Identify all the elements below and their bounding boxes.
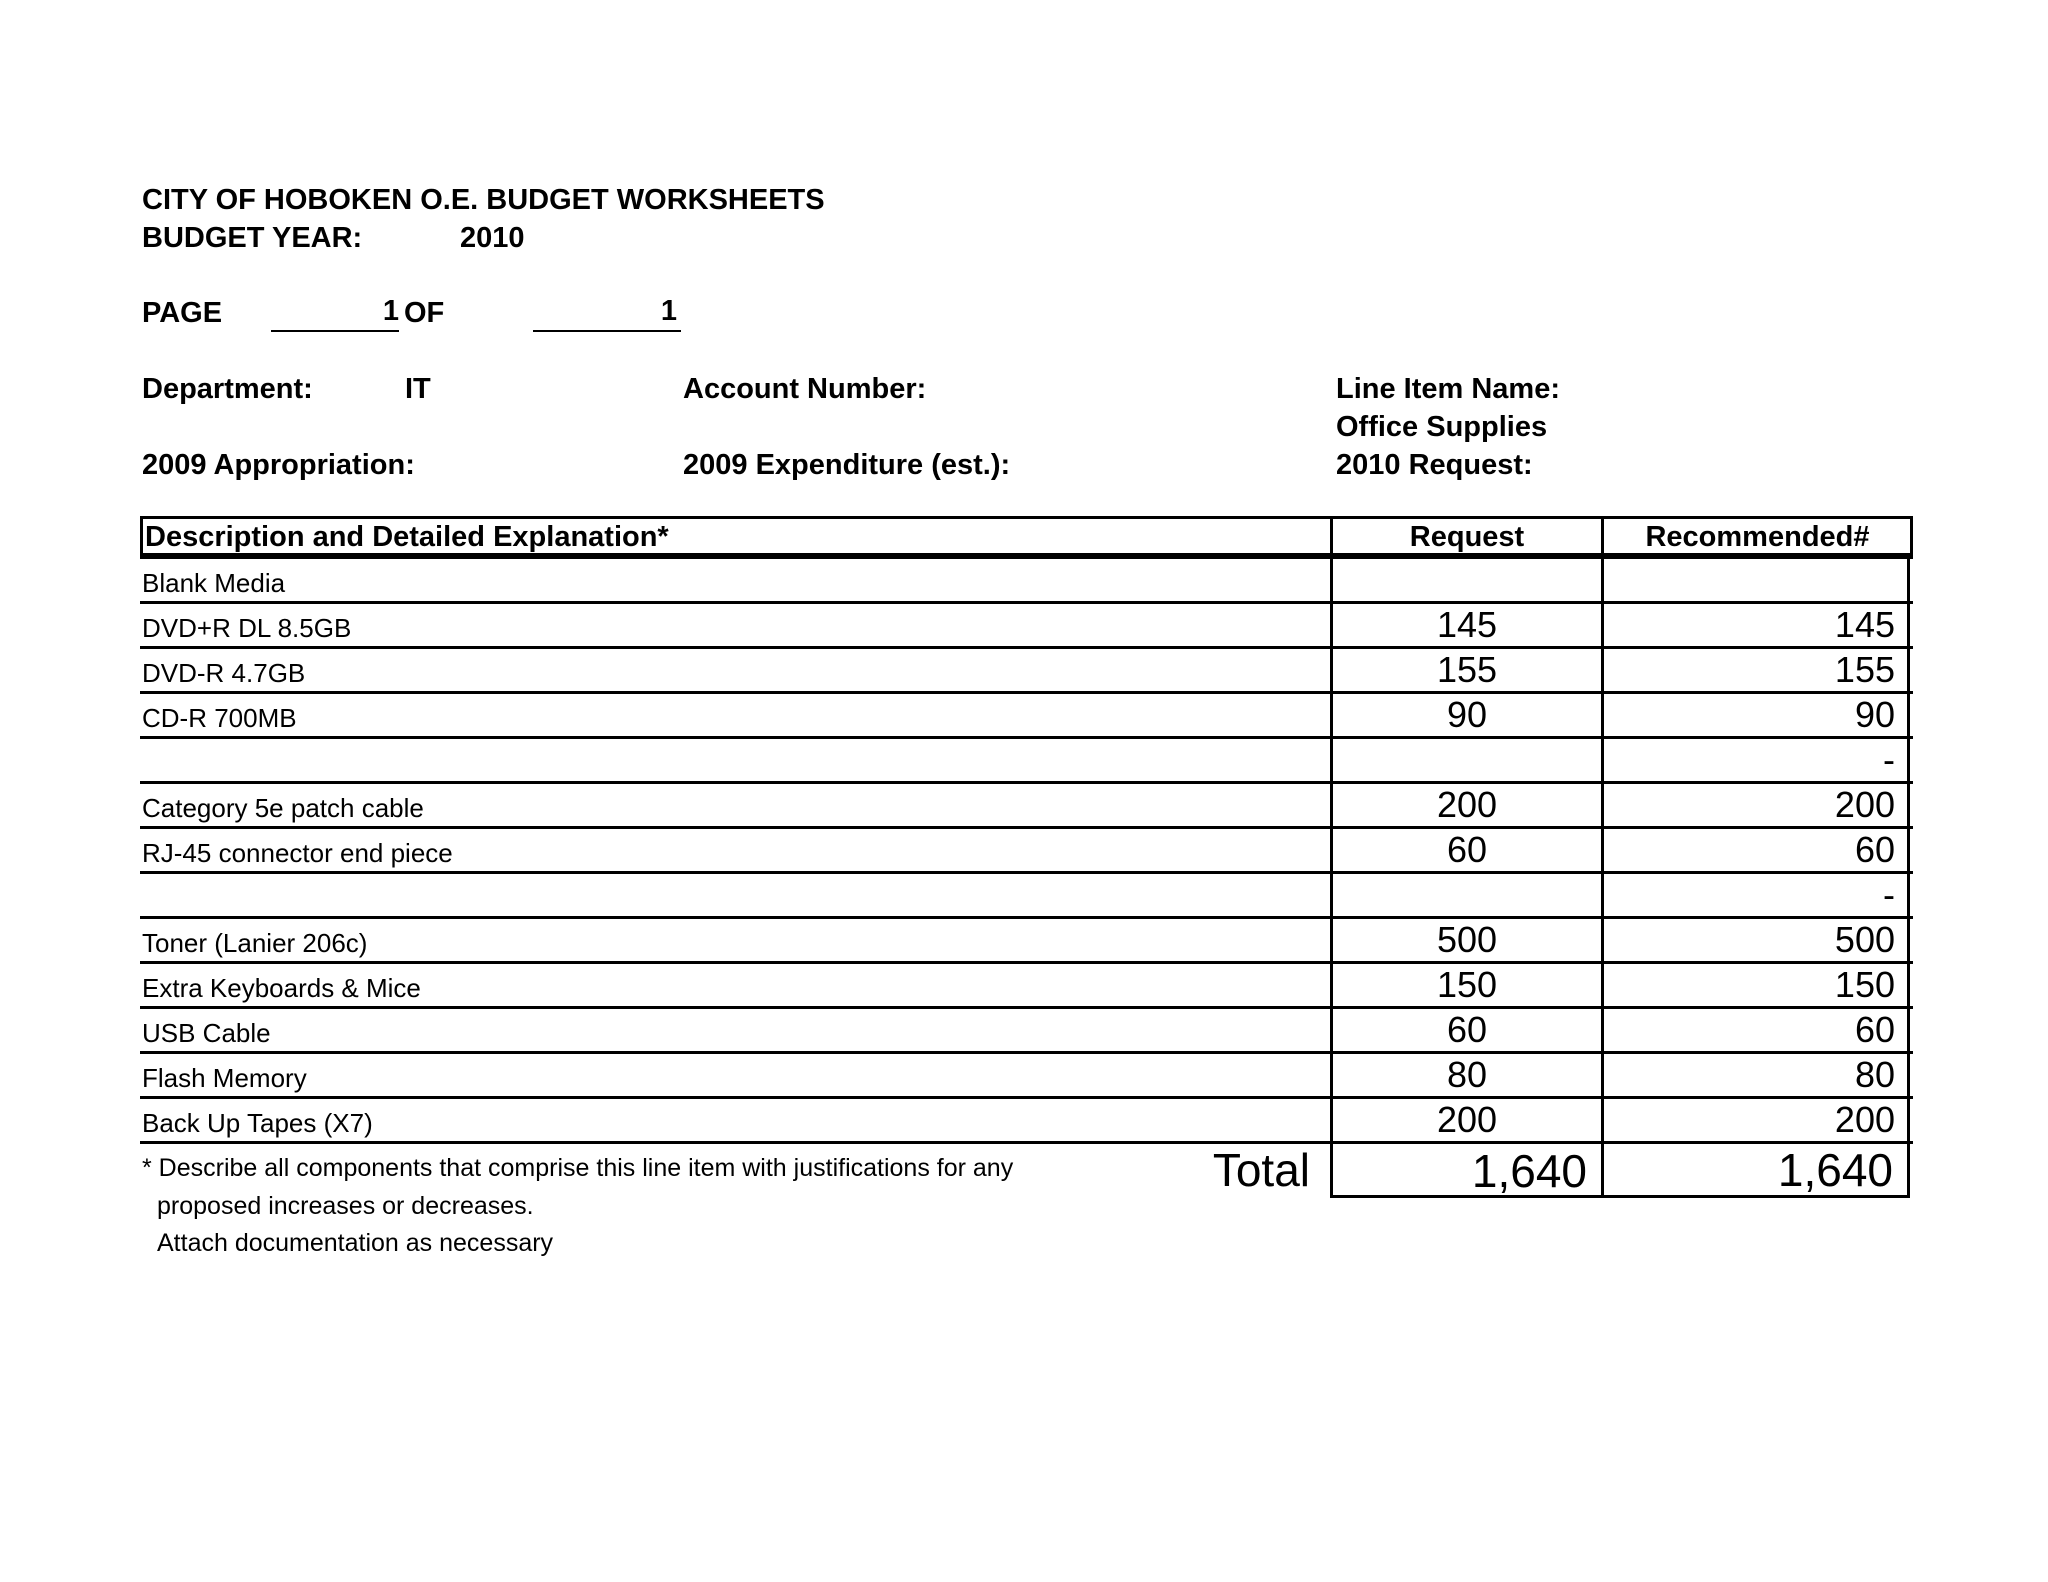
row-recommended: 200 <box>1601 1099 1910 1141</box>
row-recommended: 60 <box>1601 829 1910 871</box>
row-request <box>1330 739 1601 781</box>
row-recommended: 155 <box>1601 649 1910 691</box>
line-item-name-label: Line Item Name: <box>1336 373 1560 405</box>
total-label: Total <box>1212 1144 1310 1196</box>
row-description: Blank Media <box>142 568 286 598</box>
footnote-line-3: Attach documentation as necessary <box>157 1229 554 1257</box>
expenditure-label: 2009 Expenditure (est.): <box>683 449 1011 481</box>
budget-table <box>140 516 1913 1198</box>
row-recommended: 145 <box>1601 604 1910 646</box>
row-request: 60 <box>1330 829 1601 871</box>
page-total-field <box>533 292 681 332</box>
row-request: 155 <box>1330 649 1601 691</box>
footnote-line-1: * Describe all components that comprise this line item with justifications for any <box>142 1154 1014 1182</box>
row-request: 500 <box>1330 919 1601 961</box>
table-row <box>140 1099 1913 1144</box>
row-recommended <box>1601 559 1910 601</box>
table-header <box>140 516 1913 559</box>
footnote-line-2: proposed increases or decreases. <box>157 1192 534 1220</box>
table-body <box>140 559 1913 1198</box>
budget-year-value: 2010 <box>460 222 525 254</box>
row-description: CD-R 700MB <box>142 703 297 733</box>
row-recommended: 200 <box>1601 784 1910 826</box>
row-request <box>1330 874 1601 916</box>
table-row <box>140 964 1913 1009</box>
row-recommended: 60 <box>1601 1009 1910 1051</box>
row-request: 60 <box>1330 1009 1601 1051</box>
page-total: 1 <box>660 295 677 327</box>
row-recommended: 500 <box>1601 919 1910 961</box>
row-recommended: 90 <box>1601 694 1910 736</box>
page-number: 1 <box>382 295 399 327</box>
page-label: PAGE <box>142 297 223 329</box>
appropriation-label: 2009 Appropriation: <box>142 449 415 481</box>
table-row <box>140 919 1913 964</box>
total-request <box>1330 1144 1601 1198</box>
row-request: 90 <box>1330 694 1601 736</box>
department-label: Department: <box>142 373 313 405</box>
row-request: 80 <box>1330 1054 1601 1096</box>
department-value: IT <box>405 373 431 405</box>
row-description: Extra Keyboards & Mice <box>142 973 421 1003</box>
total-request-value: 1,640 <box>1471 1145 1587 1197</box>
table-row <box>140 784 1913 829</box>
row-recommended: - <box>1601 739 1910 781</box>
row-description: Back Up Tapes (X7) <box>142 1108 373 1138</box>
account-number-label: Account Number: <box>683 373 927 405</box>
table-row <box>140 874 1913 919</box>
row-description: Toner (Lanier 206c) <box>142 928 368 958</box>
line-item-name-value: Office Supplies <box>1336 411 1548 443</box>
row-description: Flash Memory <box>142 1063 307 1093</box>
header-request: Request <box>1330 519 1601 553</box>
row-recommended: 80 <box>1601 1054 1910 1096</box>
row-description: DVD+R DL 8.5GB <box>142 613 352 643</box>
table-row <box>140 559 1913 604</box>
row-request <box>1330 559 1601 601</box>
row-request: 145 <box>1330 604 1601 646</box>
table-row <box>140 829 1913 874</box>
table-row <box>140 604 1913 649</box>
request-2010-label: 2010 Request: <box>1336 449 1533 481</box>
document-title: CITY OF HOBOKEN O.E. BUDGET WORKSHEETS <box>142 184 825 216</box>
row-request: 200 <box>1330 1099 1601 1141</box>
row-recommended: - <box>1601 874 1910 916</box>
total-recommended: 1,640 <box>1601 1144 1910 1198</box>
row-description: Category 5e patch cable <box>142 793 424 823</box>
row-description: USB Cable <box>142 1018 271 1048</box>
page-number-field <box>271 292 399 332</box>
header-description: Description and Detailed Explanation* <box>145 521 669 553</box>
of-label: OF <box>404 297 445 329</box>
table-row <box>140 1009 1913 1054</box>
row-recommended: 150 <box>1601 964 1910 1006</box>
row-request: 150 <box>1330 964 1601 1006</box>
table-row <box>140 649 1913 694</box>
table-row <box>140 1054 1913 1099</box>
row-request: 200 <box>1330 784 1601 826</box>
table-row <box>140 739 1913 784</box>
row-description: DVD-R 4.7GB <box>142 658 306 688</box>
table-row <box>140 694 1913 739</box>
budget-year-label: BUDGET YEAR: <box>142 222 363 254</box>
row-description: RJ-45 connector end piece <box>142 838 453 868</box>
header-recommended: Recommended# <box>1601 519 1911 553</box>
